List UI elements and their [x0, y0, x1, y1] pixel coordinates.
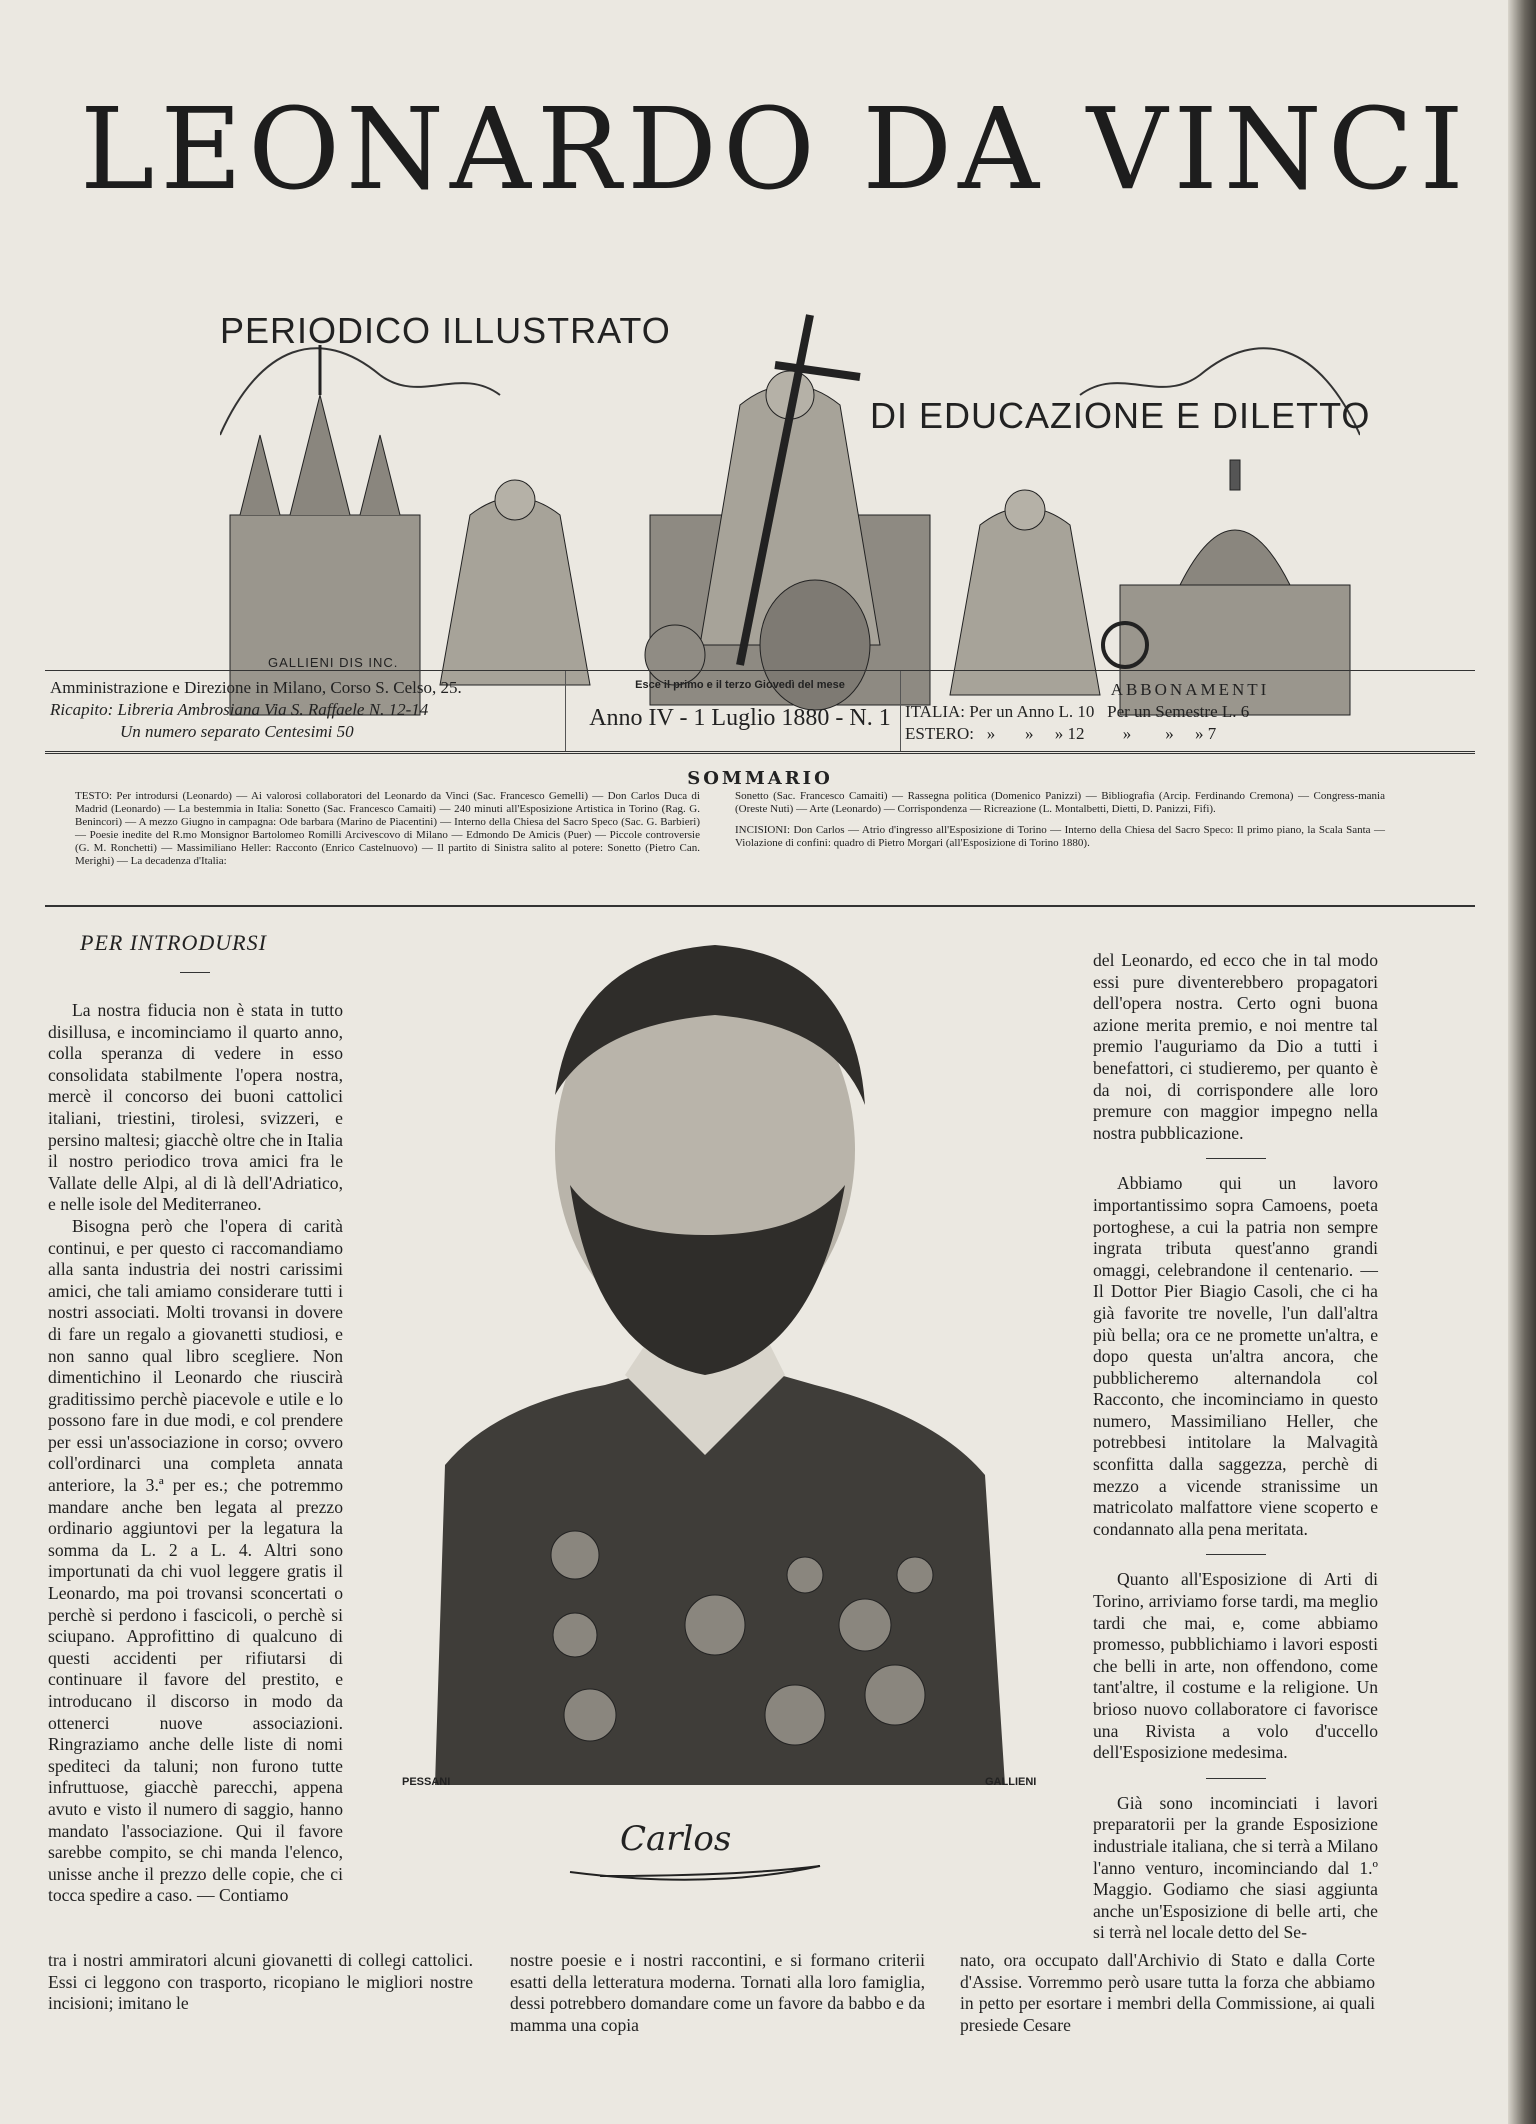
paragraph: Bisogna però che l'opera di carità continui, e per questo ci raccomandiamo alla santa industria dei nostri carissimi amici, che tali amiamo considerare tutti i nostri associati. Molti trovansi in dovere di fare un regalo a giovanetti studiosi, e non sanno qual libro scegliere. Non dimentichino il Leonardo che riuscirà graditissimo perchè piacevole e utile e lo possono fare in due modi, e col prendere per essi un'associazione in corso; ovvero coll'ordinarci una completa annata anteriore, la 3.ª per es.; che potremmo mandare anche ben legata al prezzo ordinario aggiuntovi per la legatura la somma da L. 2 a L. 4. Altri sono importunati da chi vuol leggere gratis il Leonardo, ma poi trovansi sconcertati o perchè si perdono i fascicoli, o perchè si sciupano. Approfittino di qualcuno di questi accidenti per rifiutarsi di continuare il favore del prestito, e introducano il discorso in modo da ottenerci nuove associazioni. Ringraziamo anche delle liste di nomi spediteci da taluni; non furono tutte infruttuose, giacchè parecchi, appena avuto e visto il numero di saggio, hanno mandato l'associazione. Qui il favore sarebbe compito, se chi manda l'elenco, unisse anche il prezzo delle copie, che ci tocca spedire a caso. — Contiamo [48, 1215, 343, 1906]
bottom-column-2: nostre poesie e i nostri raccontini, e si formano criterii esatti della letteratura moderna. Tornati alla loro famiglia, dessi potrebbero domandare come un favore da babbo e da mamma una copia [510, 1950, 925, 2035]
portrait-credit-right: GALLIENI [985, 1776, 1037, 1788]
article-column-3 [1093, 950, 1378, 1944]
divider [45, 905, 1475, 907]
divider [1206, 1554, 1266, 1555]
summary-right [735, 790, 1385, 850]
masthead [80, 85, 1470, 665]
subscription-info [905, 679, 1475, 745]
summary-right-text: Sonetto (Sac. Francesco Camaiti) — Rassegna politica (Domenico Panizzi) — Bibliografia (Arcip. Ferdinando Cremona) — Congress-mania (Oreste Nuti) — Arte (Leonardo) — Corrispondenza — Ricreazione (L. Montalbetti, Dietti, D. Panizzi, Fifi). [735, 790, 1385, 815]
bottom-column-1: tra i nostri ammiratori alcuni giovanetti di collegi cattolici. Essi ci leggono con trasporto, ricopiano le migliori nostre incisioni; imitano le [48, 1950, 473, 2014]
summary-title: SOMMARIO [687, 768, 833, 789]
paragraph: del Leonardo, ed ecco che in tal modo essi pure diventerebbero propagatori dell'opera nostra. Certo ogni buona azione merita premio, e noi mentre tal premio l'auguriamo da Dio a tutti i benefattori, ci studieremo, per quanto è da noi, di corrispondere alle loro premure con maggior impegno nella nostra pubblicazione. [1093, 950, 1378, 1143]
portrait-engraving [375, 935, 1035, 1785]
bottom-column-3: nato, ora occupato dall'Archivio di Stato e dalla Corte d'Assise. Vorremmo però usare tutta la forza che abbiamo in petto per esortare i membri della Commissione, ai quali presiede Cesare [960, 1950, 1375, 2035]
paragraph: Già sono incominciati i lavori preparatorii per la grande Esposizione industriale italiana, che si terrà a Milano l'anno venturo, incominciando dal 1.º Maggio. Godiamo che siasi aggiunta anche un'Esposizione di belle arti, che si terrà nel locale detto del Se- [1093, 1792, 1378, 1943]
paragraph: La nostra fiducia non è stata in tutto disillusa, e incominciamo il quarto anno, colla speranza di vedere in esso consolidata stabilmente l'opera nostra, mercè il concorso dei buoni cattolici italiani, triestini, tirolesi, svizzeri, e persino maltesi; giacchè oltre che in Italia il nostro periodico trova amici fra le Vallate delle Alpi, al di là dell'Adriatico, e nelle isole del Mediterraneo. [48, 1000, 343, 1215]
divider [900, 671, 901, 751]
engraver-credit: GALLIENI DIS INC. [268, 655, 399, 670]
publisher-info [50, 677, 530, 743]
signature-graphic [560, 1810, 860, 1890]
divider [1206, 1158, 1266, 1159]
allegorical-figures [440, 315, 1147, 710]
divider [565, 671, 566, 751]
price-line: Un numero separato Centesimi 50 [120, 722, 354, 741]
masthead-subtitle-left: PERIODICO ILLUSTRATO [220, 310, 671, 351]
divider [1206, 1778, 1266, 1779]
divider [180, 972, 210, 973]
summary-left: TESTO: Per introdursi (Leonardo) — Ai valorosi collaboratori del Leonardo da Vinci (Sac. Francesco Gemelli) — Don Carlos Duca di Madrid (Leonardo) — La bestemmia in Italia: Sonetto (Sac. Francesco Camaiti) — 240 minuti all'Esposizione Artistica in Torino (Rag. G. Benincori) — A mezzo Giugno in campagna: Ode barbara (Marino de Piacentini) — Interno della Chiesa del Sacro Speco (Sac. G. Barbieri) — Poesie inedite del R.mo Monsignor Bartolomeo Romilli Arcivescovo di Milano — Edmondo De Amicis (Puer) — Piccole controversie (G. M. Ronchetti) — Massimiliano Heller: Racconto (Enrico Castelnuovo) — Il partito di Sinistra salito al potere: Sonetto (Pietro Can. Merighi) — La decadenza d'Italia: [75, 790, 700, 867]
subscription-estero: ESTERO: » » » 12 » » » 7 [905, 724, 1217, 743]
signature-text: Carlos [620, 1819, 732, 1859]
summary-illustrations: INCISIONI: Don Carlos — Atrio d'ingresso all'Esposizione di Torino — Interno della Chiesa del Sacro Speco: Il primo piano, la Scala Santa — Violazione di confini: quadro di Pietro Morgari (all'Esposizione di Torino 1880). [735, 824, 1385, 849]
page-edge-shadow [1508, 0, 1536, 2124]
paragraph: Quanto all'Esposizione di Arti di Torino, arriviamo forse tardi, ma meglio tardi che mai, e, come abbiamo promesso, pubblichiamo i lavori esposti che belli in arte, non offendono, come tant'altre, il costume e la religione. Un brioso nuovo collaboratore ci favorisce una Rivista a volo d'uccello dell'Esposizione medesima. [1093, 1569, 1378, 1763]
issue-frequency: Esce il primo e il terzo Giovedì del mese [635, 679, 845, 691]
subscription-italia: ITALIA: Per un Anno L. 10 Per un Semestre L. 6 [905, 702, 1250, 721]
publication-info-bar [45, 670, 1475, 754]
article-title: PER INTRODURSI [80, 930, 267, 955]
masthead-subtitle-right: DI EDUCAZIONE E DILETTO [870, 395, 1371, 436]
bookshop-line: Ricapito: Libreria Ambrosiana Via S. Raffaele N. 12-14 [50, 700, 429, 719]
issue-info [575, 679, 905, 732]
article-column-1 [48, 1000, 343, 1907]
subscription-title: ABBONAMENTI [1110, 680, 1270, 699]
masthead-title: LEONARDO DA VINCI [80, 85, 1470, 215]
issue-number: Anno IV - 1 Luglio 1880 - N. 1 [589, 705, 891, 731]
address-line: Amministrazione e Direzione in Milano, Corso S. Celso, 25. [50, 678, 462, 697]
portrait-credit-left: PESSANI [402, 1776, 451, 1788]
paragraph: Abbiamo qui un lavoro importantissimo sopra Camoens, poeta portoghese, a cui la patria non sempre ingrata tributa quest'anno grandi omaggi, celebrandone il centenario. — Il Dottor Pier Biagio Casoli, che ci ha già favorite tre novelle, l'un dall'altra più bella; ora ce ne promette un'altra, e dopo questa un'altra ancora, che pubblicheremo alternandola col Racconto, che incominciamo in questo numero, Massimiliano Heller, che potrebbesi intitolare la Malvagità sconfitta dalla saggezza, perchè di mezzo a vicende stranissime un matricolato malfattore viene scoperto e condannato alla pena meritata. [1093, 1173, 1378, 1539]
